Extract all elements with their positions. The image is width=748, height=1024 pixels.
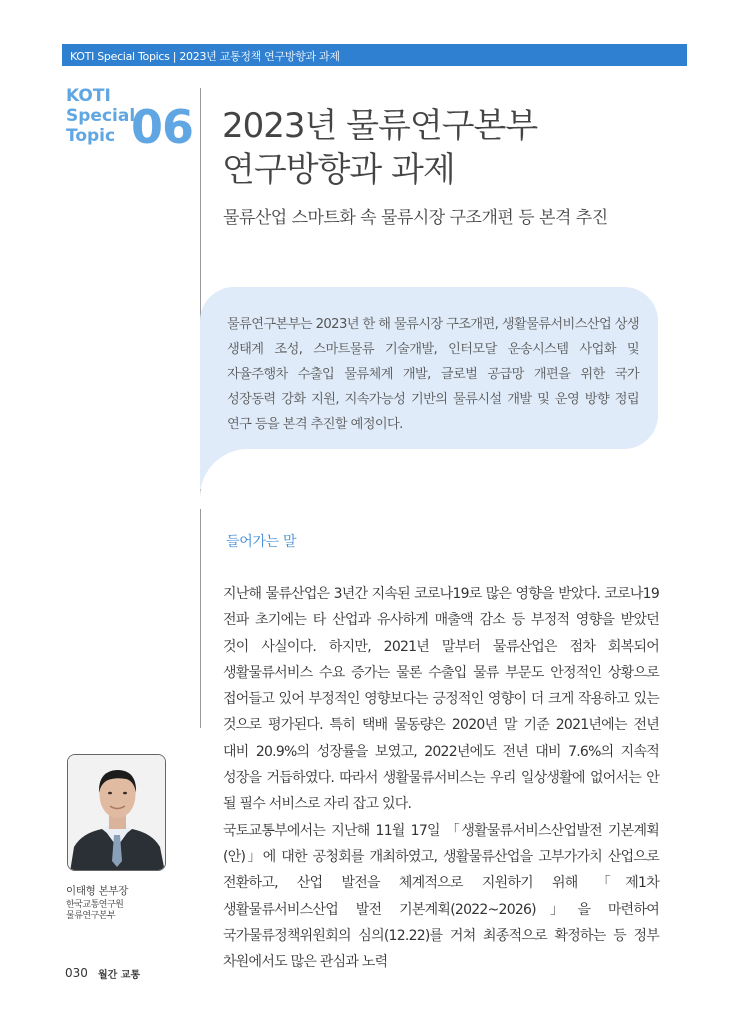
author-org-line1: 한국교통연구원 [66,900,124,910]
article-subtitle: 물류산업 스마트화 속 물류시장 구조개편 등 본격 추진 [223,208,608,228]
paragraph: 지난해 물류산업은 3년간 지속된 코로나19로 많은 영향을 받았다. 코로나19 전파 초기에는 타 산업과 유사하게 매출액 감소 등 부정적 영향을 받았던 것이 사실이다. 하지만, 2021년 말부터 물류산업은 점차 회복되어 생활물류서비스 수요 증가는 물론 수출입 물류 부문도 안정적인 상황으로 접어들고 있어 부정적인 영향보다는 긍정적인 영향이 더 크게 작용하고 있는 것으로 평가된다. 특히 택배 물동량은 2020년 말 기준 2021년에는 전년 대비 20.9%의 성장률을 보였고, 2022년에도 전년 대비 7.6%의 지속적 성장을 거듭하였다. 따라서 생활물류서비스는 우리 일상생활에 없어서는 안 될 필수 서비스로 자리 잡고 있다. [223,586,659,813]
topic-number: 06 [131,100,194,154]
paragraph: 국토교통부에서는 지난해 11월 17일 「생활물류서비스산업발전 기본계획(안)」에 대한 공청회를 개최하였고, 생활물류산업을 고부가가치 산업으로 전환하고, 산업 발전을 체계적으로 지원하기 위해 「제1차 생활물류서비스산업 발전 기본계획(2022~2026)」을 마련하여 국가물류정책위원회의 심의(12.22)를 거쳐 최종적으로 확정하는 등 정부 차원에서도 많은 관심과 노력 [223,822,659,971]
article-body [223,581,659,975]
title-line1: 2023년 물류연구본부 [222,106,538,146]
summary-text: 물류연구본부는 2023년 한 해 물류시장 구조개편, 생활물류서비스산업 상생 생태계 조성, 스마트물류 기술개발, 인터모달 운송시스템 사업화 및 자율주행차 수출입 물류체계 개발, 글로벌 공급망 개편을 위한 국가 성장동력 강화 지원, 지속가능성 기반의 물류시설 개발 및 운영 방향 정립 연구 등을 본격 추진할 예정이다. [227,317,639,432]
author-name: 이태형 본부장 [66,885,129,897]
header-bar [62,44,687,66]
section-heading: 들어가는 말 [226,534,297,550]
title-line2: 연구방향과 과제 [222,150,455,190]
magazine-name: 월간 교통 [98,970,141,981]
page-number: 030 [65,966,88,980]
author-organization [66,900,123,922]
series-label: KOTI Special Topics | 2023년 교통정책 연구방향과 과제 [70,50,340,63]
koti-special-topic-label [66,86,135,146]
article-title [222,104,537,192]
author-portrait-image [68,755,166,871]
topic-label-line3: Topic [66,126,116,146]
author-org-line2: 물류연구본부 [66,911,116,921]
topic-label-line2: Special [66,106,136,126]
author-photo [67,754,166,871]
topic-label-line1: KOTI [66,86,111,106]
